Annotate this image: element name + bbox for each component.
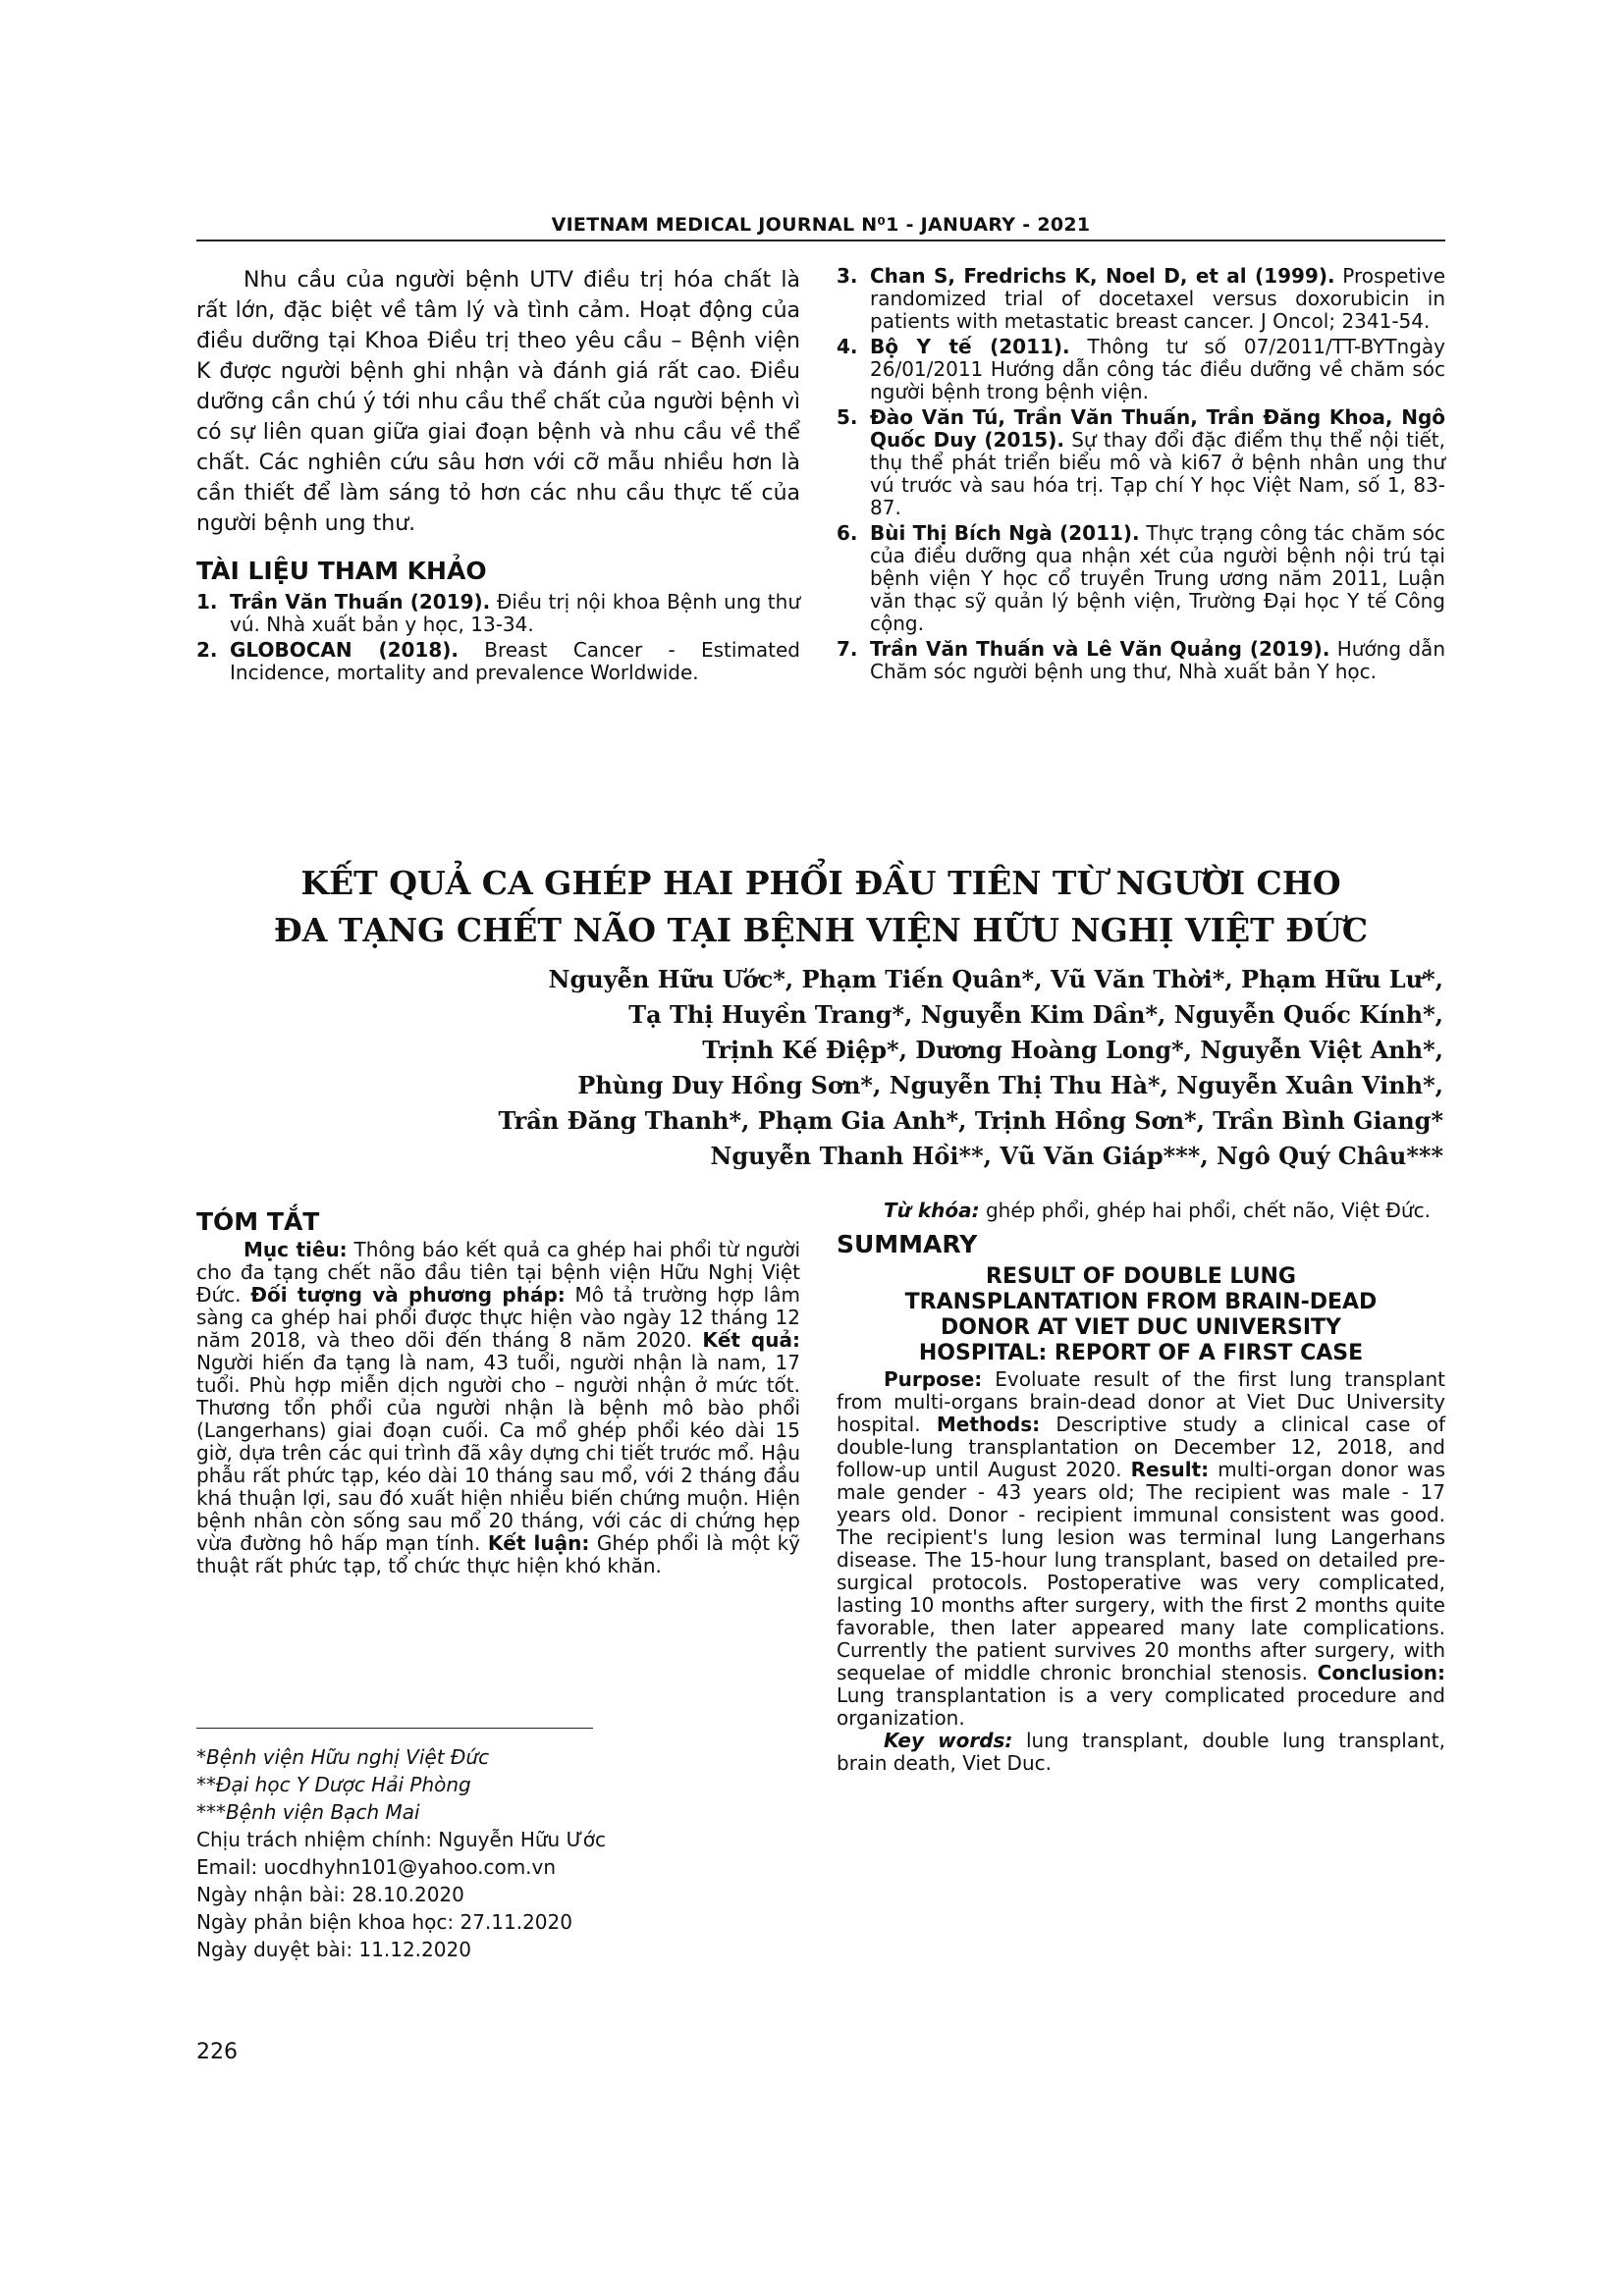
reference-authors: Trần Văn Thuấn và Lê Văn Quảng (2019). <box>870 637 1330 661</box>
reference-item <box>837 638 1445 683</box>
reference-item <box>196 639 800 684</box>
references-list-right <box>837 265 1445 683</box>
methods-text: Mô tả trường hợp lâm sàng ca ghép hai phổi được thực hiện vào ngày 12 tháng 12 năm 2018, và theo dõi đến tháng 8 năm 2020. <box>196 1283 800 1352</box>
reference-authors: Bộ Y tế (2011). <box>870 335 1070 358</box>
summary-title-line: RESULT OF DOUBLE LUNG <box>986 1264 1296 1289</box>
reference-authors: Bùi Thị Bích Ngà (2011). <box>870 521 1140 545</box>
summary-title-line: TRANSPLANTATION FROM BRAIN-DEAD <box>904 1290 1378 1314</box>
author-line: Tạ Thị Huyền Trang*, Nguyễn Kim Dần*, Nguyễn Quốc Kính*, <box>628 1000 1443 1029</box>
reference-authors: Trần Văn Thuấn (2019). <box>230 590 491 614</box>
result-text: Người hiến đa tạng là nam, 43 tuổi, người nhận là nam, 17 tuổi. Phù hợp miễn dịch người cho – người nhận ở mức tốt. Thương tổn phổi của người nhận là bệnh mô bào phổi (Langerhans) giai đoạn cuối. Ca mổ ghép phổi kéo dài 15 giờ, dựa trên các qui trình đã xây dựng chi tiết trước mổ. Hậu phẫu rất phức tạp, kéo dài 10 tháng sau mổ, với 2 tháng đầu khá thuận lợi, sau đó xuất hiện nhiều biến chứng muộn. Hiện bệnh nhân còn sống sau mổ 20 tháng, với các di chứng hẹp vừa đường hô hấp mạn tính. <box>196 1351 800 1555</box>
responsible-author: Chịu trách nhiệm chính: Nguyễn Hữu Ước <box>196 1828 606 1851</box>
summary-title-line: HOSPITAL: REPORT OF A FIRST CASE <box>918 1341 1364 1365</box>
reference-text: Breast Cancer - Estimated Incidence, mortality and prevalence Worldwide. <box>230 638 800 684</box>
reference-item <box>196 591 800 636</box>
result-label: Kết quả: <box>702 1328 800 1352</box>
reference-number: 6. <box>837 521 858 545</box>
keywords-en-text: lung transplant, double lung transplant, brain death, Viet Duc. <box>837 1729 1445 1775</box>
summary-purpose-text: Evoluate result of the first lung transplant from multi-organs brain-dead donor at Viet Duc University hospital. <box>837 1367 1445 1436</box>
summary-body <box>837 1368 1445 1730</box>
article-title <box>196 860 1445 954</box>
right-column-bottom <box>837 1200 1445 1775</box>
author-list <box>373 962 1443 1174</box>
summary-methods-text: Descriptive study a clinical case of double-lung transplantation on December 12, 2018, and follow-up until August 2020. <box>837 1413 1445 1481</box>
reference-item <box>837 336 1445 403</box>
summary-result-label: Result: <box>1130 1458 1210 1481</box>
summary-purpose-label: Purpose: <box>884 1367 983 1391</box>
intro-paragraph: Nhu cầu của người bệnh UTV điều trị hóa chất là rất lớn, đặc biệt về tâm lý và tình cảm. Hoạt động của điều dưỡng tại Khoa Điều trị theo yêu cầu – Bệnh viện K được người bệnh ghi nhận và đánh giá rất cao. Điều dưỡng cần chú ý tới nhu cầu thể chất của người bệnh vì có sự liên quan giữa giai đoạn bệnh và nhu cầu về thể chất. Các nghiên cứu sâu hơn với cỡ mẫu nhiều hơn là cần thiết để làm sáng tỏ hơn các nhu cầu thực tế của người bệnh ung thư. <box>196 268 800 536</box>
summary-heading: SUMMARY <box>837 1230 978 1258</box>
header-rule <box>196 240 1445 241</box>
reference-authors: GLOBOCAN (2018). <box>230 638 459 662</box>
keywords-vi-text: ghép phổi, ghép hai phổi, chết não, Việt Đức. <box>979 1199 1431 1222</box>
reference-authors: Đào Văn Tú, Trần Văn Thuấn, Trần Đăng Khoa, Ngô Quốc Duy (2015). <box>870 405 1445 452</box>
references-list-left <box>196 591 800 684</box>
reviewed-date: Ngày phản biện khoa học: 27.11.2020 <box>196 1910 572 1934</box>
reference-text: Thông tư số 07/2011/TT-BYTngày 26/01/2011 Hướng dẫn công tác điều dưỡng về chăm sóc người bệnh trong bệnh viện. <box>870 335 1445 403</box>
footnote-rule <box>196 1728 593 1729</box>
summary-conclusion-text: Lung transplantation is a very complicated procedure and organization. <box>837 1683 1445 1730</box>
journal-header: VIETNAM MEDICAL JOURNAL N⁰1 - JANUARY - 2021 <box>551 214 1091 236</box>
summary-methods-label: Methods: <box>936 1413 1041 1436</box>
reference-authors: Chan S, Fredrichs K, Noel D, et al (1999). <box>870 264 1335 288</box>
reference-number: 4. <box>837 335 858 358</box>
keywords-vi-label: Từ khóa: <box>884 1199 980 1222</box>
reference-text: Điều trị nội khoa Bệnh ung thư vú. Nhà xuất bản y học, 13-34. <box>230 590 800 636</box>
methods-label: Đối tượng và phương pháp: <box>250 1283 566 1307</box>
footnotes <box>196 1743 800 1963</box>
abstract-vi-body <box>196 1239 800 1577</box>
keywords-en-label: Key words: <box>884 1729 1013 1752</box>
references-heading: TÀI LIỆU THAM KHẢO <box>196 557 487 585</box>
page-number: 226 <box>196 2040 238 2064</box>
author-line: Nguyễn Thanh Hồi**, Vũ Văn Giáp***, Ngô Quý Châu*** <box>710 1142 1443 1170</box>
affiliation-2: **Đại học Y Dược Hải Phòng <box>196 1773 471 1796</box>
left-column-top <box>196 265 800 687</box>
article-title-line: ĐA TẠNG CHẾT NÃO TẠI BỆNH VIỆN HỮU NGHỊ VIỆT ĐỨC <box>273 911 1369 949</box>
reference-text: Sự thay đổi đặc điểm thụ thể nội tiết, thụ thể phát triển biểu mô và ki67 ở bệnh nhân ung thư vú trước và sau hóa trị. Tạp chí Y học Việt Nam, số 1, 83-87. <box>870 428 1446 519</box>
reference-text: Hướng dẫn Chăm sóc người bệnh ung thư, Nhà xuất bản Y học. <box>870 637 1445 683</box>
reference-text: Prospetive randomized trial of docetaxel versus doxorubicin in patients with metastatic breast cancer. J Oncol; 2341-54. <box>870 264 1445 333</box>
reference-item <box>837 406 1445 519</box>
reference-number: 1. <box>196 590 218 614</box>
contact-email[interactable]: Email: uocdhyhn101@yahoo.com.vn <box>196 1855 557 1879</box>
keywords-en <box>837 1730 1445 1775</box>
received-date: Ngày nhận bài: 28.10.2020 <box>196 1883 464 1906</box>
reference-item <box>837 265 1445 333</box>
affiliation-1: *Bệnh viện Hữu nghị Việt Đức <box>196 1745 490 1769</box>
reference-number: 2. <box>196 638 218 662</box>
summary-title <box>837 1264 1445 1366</box>
affiliation-3: ***Bệnh viện Bạch Mai <box>196 1800 420 1824</box>
reference-text: Thực trạng công tác chăm sóc của điều dưỡng qua nhận xét của người bệnh nội trú tại bệnh viện Y học cổ truyền Trung ương năm 2011, Luận văn thạc sỹ quản lý bệnh viện, Trường Đại học Y tế Công cộng. <box>870 521 1445 635</box>
reference-number: 3. <box>837 264 858 288</box>
summary-conclusion-label: Conclusion: <box>1317 1661 1445 1684</box>
reference-item <box>837 522 1445 635</box>
right-column-top <box>837 265 1445 686</box>
summary-title-line: DONOR AT VIET DUC UNIVERSITY <box>941 1315 1341 1340</box>
reference-number: 7. <box>837 637 858 661</box>
author-line: Phùng Duy Hồng Sơn*, Nguyễn Thị Thu Hà*, Nguyễn Xuân Vinh*, <box>577 1071 1443 1099</box>
purpose-text: Thông báo kết quả ca ghép hai phổi từ người cho đa tạng chết não đầu tiên tại bệnh viện Hữu Nghị Việt Đức. <box>196 1238 800 1307</box>
reference-number: 5. <box>837 405 858 429</box>
author-line: Trịnh Kế Điệp*, Dương Hoàng Long*, Nguyễn Việt Anh*, <box>702 1036 1443 1064</box>
purpose-label: Mục tiêu: <box>244 1238 348 1261</box>
summary-result-text: multi-organ donor was male gender - 43 years old; The recipient was male - 17 years old. Donor - recipient immunal consistent was good. The recipient's lung lesion was terminal lung Langerhans disease. The 15-hour lung transplant, based on detailed pre-surgical protocols. Postoperative was very complicated, lasting 10 months after surgery, with the first 2 months quite favorable, then later appeared many late complications. Currently the patient survives 20 months after surgery, with sequelae of middle chronic bronchial stenosis. <box>837 1458 1446 1684</box>
keywords-vi <box>837 1200 1445 1222</box>
author-line: Nguyễn Hữu Ước*, Phạm Tiến Quân*, Vũ Văn Thời*, Phạm Hữu Lư*, <box>548 965 1443 993</box>
conclusion-text: Ghép phổi là một kỹ thuật rất phức tạp, tổ chức thực hiện khó khăn. <box>196 1531 801 1577</box>
conclusion-label: Kết luận: <box>487 1531 590 1555</box>
abstract-vi-heading: TÓM TẮT <box>196 1207 320 1236</box>
approved-date: Ngày duyệt bài: 11.12.2020 <box>196 1938 471 1961</box>
author-line: Trần Đăng Thanh*, Phạm Gia Anh*, Trịnh Hồng Sơn*, Trần Bình Giang* <box>498 1106 1443 1135</box>
article-title-line: KẾT QUẢ CA GHÉP HAI PHỔI ĐẦU TIÊN TỪ NGƯỜI CHO <box>300 864 1341 902</box>
